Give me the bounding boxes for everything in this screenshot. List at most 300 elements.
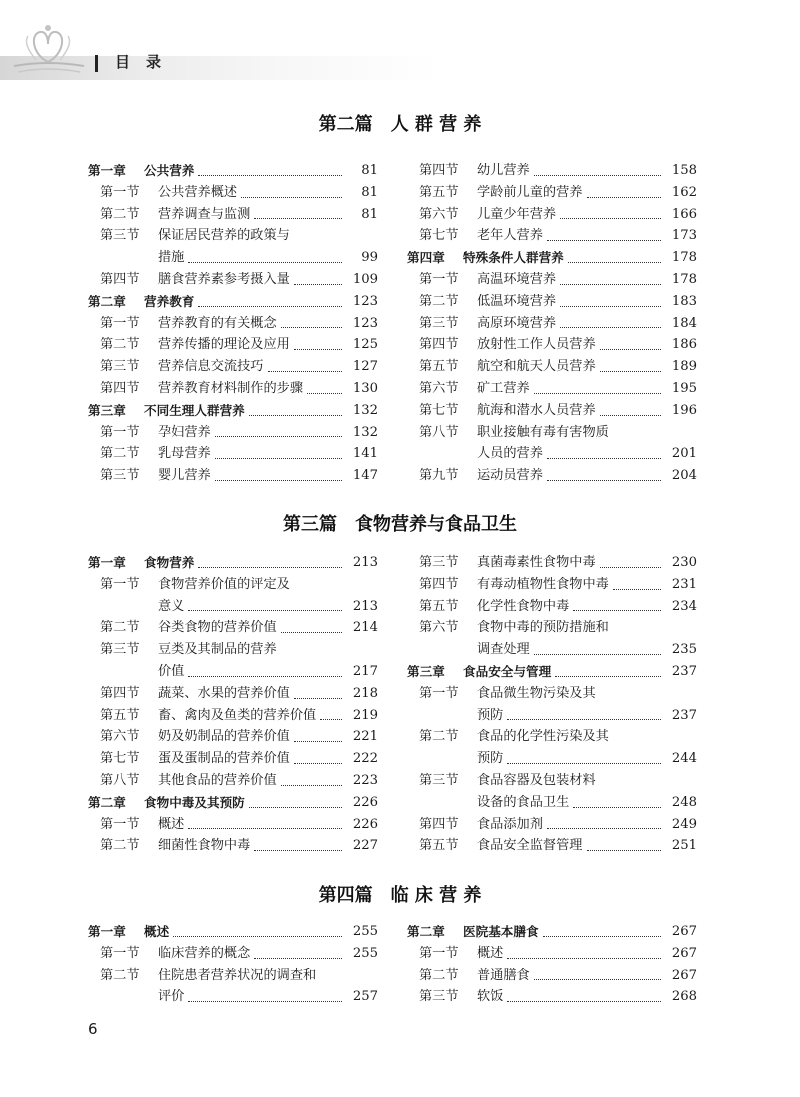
dot-leader bbox=[547, 465, 661, 481]
dot-leader bbox=[188, 814, 342, 830]
entry-label: 第一节 bbox=[100, 945, 140, 961]
dot-leader bbox=[281, 617, 342, 633]
entry-title: 儿童少年营养 bbox=[477, 206, 557, 222]
entry-title: 食品微生物污染及其 bbox=[477, 685, 596, 701]
entry-label: 第一节 bbox=[100, 816, 140, 832]
entry-label: 第六节 bbox=[100, 729, 140, 745]
entry-page-number: 217 bbox=[352, 663, 378, 679]
dot-leader bbox=[507, 748, 661, 764]
dot-leader bbox=[547, 225, 661, 241]
dot-leader bbox=[215, 443, 342, 459]
dot-leader bbox=[507, 705, 661, 721]
entry-label: 第一节 bbox=[100, 315, 140, 331]
toc-section-entry[interactable] bbox=[407, 965, 697, 987]
entry-title: 运动员营养 bbox=[477, 468, 543, 484]
entry-page-number: 237 bbox=[671, 707, 697, 723]
toc-section-entry[interactable] bbox=[88, 683, 378, 705]
entry-title: 老年人营养 bbox=[477, 228, 543, 244]
entry-label: 第一章 bbox=[88, 555, 126, 570]
header-divider bbox=[95, 55, 98, 72]
entry-title: 职业接触有毒有害物质 bbox=[477, 424, 609, 440]
toc-chapter-entry[interactable] bbox=[407, 921, 697, 943]
dot-leader bbox=[215, 465, 342, 481]
entry-label: 第三节 bbox=[419, 555, 459, 570]
toc-section-entry[interactable] bbox=[88, 422, 378, 444]
entry-label: 第二节 bbox=[100, 838, 140, 854]
entry-title: 医院基本膳食 bbox=[463, 924, 539, 939]
toc-section-entry[interactable] bbox=[407, 683, 697, 705]
entry-label: 第五节 bbox=[419, 359, 459, 375]
entry-label: 第四节 bbox=[100, 685, 140, 701]
page-number: 6 bbox=[88, 1020, 98, 1038]
entry-title: 公共营养 bbox=[144, 163, 195, 178]
entry-title: 营养教育的有关概念 bbox=[158, 315, 277, 331]
entry-page-number: 196 bbox=[671, 402, 697, 418]
toc-chapter-entry[interactable] bbox=[88, 291, 378, 313]
part-title: 第三篇 食物营养与食品卫生 bbox=[283, 514, 517, 535]
entry-label: 第一节 bbox=[419, 685, 459, 701]
dot-leader bbox=[215, 422, 342, 438]
entry-label: 第五节 bbox=[419, 598, 459, 614]
entry-page-number: 244 bbox=[671, 751, 697, 767]
entry-title: 食品的化学性污染及其 bbox=[477, 729, 609, 745]
entry-label: 第二节 bbox=[100, 967, 140, 983]
entry-title: 高原环境营养 bbox=[477, 315, 557, 331]
toc-section-entry[interactable] bbox=[407, 726, 697, 748]
dot-leader bbox=[173, 921, 342, 937]
toc-column-left bbox=[88, 160, 378, 487]
dot-leader bbox=[188, 247, 342, 263]
entry-label: 第二节 bbox=[419, 293, 459, 309]
toc-chapter-entry[interactable] bbox=[88, 160, 378, 182]
dot-leader bbox=[281, 770, 342, 786]
entry-title: 预防 bbox=[477, 751, 504, 767]
entry-label: 第一节 bbox=[100, 184, 140, 200]
entry-label: 第四节 bbox=[419, 337, 459, 353]
entry-label: 第一节 bbox=[100, 576, 140, 592]
dot-leader bbox=[573, 596, 661, 612]
entry-label: 第五节 bbox=[100, 707, 140, 723]
entry-title: 乳母营养 bbox=[158, 446, 211, 462]
toc-section-entry[interactable] bbox=[88, 965, 378, 987]
dot-leader bbox=[507, 943, 661, 959]
toc-section-entry[interactable] bbox=[407, 943, 697, 965]
toc-section-entry[interactable] bbox=[88, 835, 378, 857]
entry-title: 预防 bbox=[477, 707, 504, 723]
entry-label: 第七节 bbox=[100, 751, 140, 767]
dot-leader bbox=[249, 792, 342, 808]
entry-label: 第七节 bbox=[419, 402, 459, 418]
toc-column-right bbox=[407, 552, 697, 857]
toc-section-entry[interactable] bbox=[88, 465, 378, 487]
dot-leader bbox=[534, 965, 661, 981]
entry-label: 第三节 bbox=[419, 772, 459, 788]
entry-page-number: 81 bbox=[361, 184, 378, 200]
dot-leader bbox=[294, 334, 342, 350]
entry-label: 第六节 bbox=[419, 206, 459, 222]
entry-page-number: 234 bbox=[671, 598, 697, 614]
entry-page-number: 231 bbox=[671, 576, 697, 592]
dot-leader bbox=[613, 574, 661, 590]
toc-section-entry[interactable] bbox=[88, 661, 378, 683]
entry-label: 第二章 bbox=[88, 794, 126, 810]
entry-label: 第七节 bbox=[419, 228, 459, 244]
toc-section-entry[interactable] bbox=[88, 574, 378, 596]
entry-page-number: 173 bbox=[671, 228, 697, 244]
part-title: 第二篇 人 群 营 养 bbox=[318, 114, 482, 135]
entry-label: 第二节 bbox=[100, 337, 140, 353]
entry-title: 有毒动植物性食物中毒 bbox=[477, 576, 609, 592]
dot-leader bbox=[555, 661, 661, 677]
entry-title: 措施 bbox=[158, 250, 185, 266]
toc-section-entry[interactable] bbox=[407, 748, 697, 770]
entry-page-number: 222 bbox=[352, 751, 378, 767]
entry-title: 豆类及其制品的营养 bbox=[158, 642, 277, 658]
entry-label: 第三节 bbox=[100, 359, 140, 375]
entry-label: 第五节 bbox=[419, 184, 459, 200]
entry-title: 细菌性食物中毒 bbox=[158, 838, 251, 854]
entry-page-number: 214 bbox=[352, 620, 378, 636]
dot-leader bbox=[254, 204, 342, 220]
entry-page-number: 221 bbox=[352, 729, 378, 745]
entry-label: 第四节 bbox=[419, 576, 459, 592]
entry-page-number: 189 bbox=[671, 359, 697, 375]
entry-page-number: 147 bbox=[352, 468, 378, 484]
toc-section-entry[interactable] bbox=[407, 378, 697, 400]
dot-leader bbox=[188, 986, 342, 1002]
entry-label: 第二节 bbox=[419, 729, 459, 745]
toc-section-entry[interactable] bbox=[407, 617, 697, 639]
entry-title: 概述 bbox=[144, 924, 170, 939]
entry-title: 真菌毒素性食物中毒 bbox=[477, 555, 596, 570]
toc-section-entry[interactable] bbox=[88, 443, 378, 465]
toc-section-entry[interactable] bbox=[88, 378, 378, 400]
entry-title: 幼儿营养 bbox=[477, 163, 530, 178]
entry-label: 第一章 bbox=[88, 924, 126, 939]
entry-page-number: 226 bbox=[352, 816, 378, 832]
entry-page-number: 81 bbox=[361, 206, 378, 222]
entry-page-number: 132 bbox=[352, 424, 378, 440]
toc-section-entry[interactable] bbox=[88, 726, 378, 748]
entry-title: 食品安全监督管理 bbox=[477, 838, 583, 854]
dot-leader bbox=[600, 552, 661, 568]
dot-leader bbox=[534, 160, 661, 176]
entry-page-number: 125 bbox=[352, 337, 378, 353]
entry-label: 第二节 bbox=[100, 620, 140, 636]
entry-label: 第四节 bbox=[419, 816, 459, 832]
toc-section-entry[interactable] bbox=[407, 356, 697, 378]
dot-leader bbox=[294, 269, 342, 285]
entry-label: 第三节 bbox=[100, 642, 140, 658]
toc-chapter-entry[interactable] bbox=[407, 661, 697, 683]
entry-page-number: 248 bbox=[671, 794, 697, 810]
entry-page-number: 123 bbox=[352, 293, 378, 309]
toc-section-entry[interactable] bbox=[407, 204, 697, 226]
entry-page-number: 218 bbox=[352, 685, 378, 701]
entry-page-number: 257 bbox=[352, 989, 378, 1005]
entry-title: 特殊条件人群营养 bbox=[463, 250, 564, 266]
dot-leader bbox=[294, 683, 342, 699]
entry-title: 意义 bbox=[158, 598, 185, 614]
entry-label: 第六节 bbox=[419, 620, 459, 636]
entry-title: 营养教育材料制作的步骤 bbox=[158, 380, 304, 396]
entry-label: 第二章 bbox=[407, 924, 445, 939]
entry-title: 住院患者营养状况的调查和 bbox=[158, 967, 317, 983]
entry-title: 普通膳食 bbox=[477, 967, 530, 983]
toc-section-entry[interactable] bbox=[407, 705, 697, 727]
entry-label: 第五节 bbox=[419, 838, 459, 854]
entry-title: 航海和潜水人员营养 bbox=[477, 402, 596, 418]
entry-label: 第八节 bbox=[100, 772, 140, 788]
toc-section-entry[interactable] bbox=[88, 705, 378, 727]
toc-section-entry[interactable] bbox=[407, 986, 697, 1008]
toc-chapter-entry[interactable] bbox=[88, 921, 378, 943]
toc-chapter-entry[interactable] bbox=[88, 552, 378, 574]
entry-label: 第二节 bbox=[100, 206, 140, 222]
entry-page-number: 226 bbox=[352, 794, 378, 810]
entry-label: 第四节 bbox=[100, 380, 140, 396]
entry-label: 第二章 bbox=[88, 293, 126, 309]
toc-column-left bbox=[88, 552, 378, 857]
dot-leader bbox=[198, 291, 342, 307]
toc-column-right bbox=[407, 160, 697, 487]
dot-leader bbox=[241, 182, 342, 198]
dot-leader bbox=[547, 443, 661, 459]
toc-section-entry[interactable] bbox=[407, 291, 697, 313]
dot-leader bbox=[294, 726, 342, 742]
entry-title: 食物中毒及其预防 bbox=[144, 794, 245, 810]
entry-title: 食物营养价值的评定及 bbox=[158, 576, 290, 592]
toc-section-entry[interactable] bbox=[407, 465, 697, 487]
dot-leader bbox=[188, 596, 342, 612]
entry-title: 放射性工作人员营养 bbox=[477, 337, 596, 353]
entry-label: 第三章 bbox=[88, 402, 126, 418]
dot-leader bbox=[560, 291, 661, 307]
toc-section-entry[interactable] bbox=[407, 443, 697, 465]
entry-title: 营养教育 bbox=[144, 293, 195, 309]
entry-title: 营养调查与监测 bbox=[158, 206, 251, 222]
toc-section-entry[interactable] bbox=[88, 617, 378, 639]
entry-page-number: 268 bbox=[671, 989, 697, 1005]
entry-title: 调查处理 bbox=[477, 642, 530, 658]
toc-section-entry[interactable] bbox=[88, 225, 378, 247]
entry-title: 食品容器及包装材料 bbox=[477, 772, 596, 788]
entry-title: 食品安全与管理 bbox=[463, 663, 552, 679]
entry-page-number: 158 bbox=[671, 163, 697, 178]
entry-page-number: 99 bbox=[361, 250, 378, 266]
entry-label: 第三章 bbox=[407, 663, 445, 679]
dot-leader bbox=[560, 269, 661, 285]
entry-title: 人员的营养 bbox=[477, 446, 543, 462]
entry-title: 评价 bbox=[158, 989, 185, 1005]
entry-title: 奶及奶制品的营养价值 bbox=[158, 729, 290, 745]
entry-page-number: 178 bbox=[671, 250, 697, 266]
entry-page-number: 237 bbox=[671, 663, 697, 679]
toc-section-entry[interactable] bbox=[407, 422, 697, 444]
entry-label: 第三节 bbox=[100, 228, 140, 244]
entry-label: 第四章 bbox=[407, 250, 445, 266]
dot-leader bbox=[534, 639, 661, 655]
page-header bbox=[0, 0, 800, 80]
entry-page-number: 123 bbox=[352, 315, 378, 331]
entry-title: 保证居民营养的政策与 bbox=[158, 228, 290, 244]
entry-label: 第六节 bbox=[419, 380, 459, 396]
entry-label: 第二节 bbox=[419, 967, 459, 983]
entry-page-number: 162 bbox=[671, 184, 697, 200]
toc-section-entry[interactable] bbox=[88, 748, 378, 770]
dot-leader bbox=[600, 356, 661, 372]
entry-page-number: 127 bbox=[352, 359, 378, 375]
dot-leader bbox=[560, 204, 661, 220]
toc-section-entry[interactable] bbox=[88, 770, 378, 792]
entry-label: 第三节 bbox=[419, 989, 459, 1005]
entry-title: 航空和航天人员营养 bbox=[477, 359, 596, 375]
dot-leader bbox=[188, 661, 342, 677]
entry-page-number: 267 bbox=[671, 945, 697, 961]
entry-label: 第一章 bbox=[88, 163, 126, 178]
entry-title: 设备的食品卫生 bbox=[477, 794, 570, 810]
entry-title: 食品添加剂 bbox=[477, 816, 543, 832]
toc-section-entry[interactable] bbox=[407, 334, 697, 356]
entry-title: 食物中毒的预防措施和 bbox=[477, 620, 609, 636]
dot-leader bbox=[268, 356, 342, 372]
toc-column-right bbox=[407, 921, 697, 1008]
entry-page-number: 184 bbox=[671, 315, 697, 331]
dot-leader bbox=[534, 378, 661, 394]
entry-page-number: 195 bbox=[671, 380, 697, 396]
entry-page-number: 178 bbox=[671, 271, 697, 287]
toc-section-entry[interactable] bbox=[88, 247, 378, 269]
entry-label: 第三节 bbox=[419, 315, 459, 331]
entry-page-number: 132 bbox=[352, 402, 378, 418]
entry-page-number: 267 bbox=[671, 924, 697, 939]
entry-title: 价值 bbox=[158, 663, 185, 679]
toc-section-entry[interactable] bbox=[407, 225, 697, 247]
entry-label: 第八节 bbox=[419, 424, 459, 440]
entry-page-number: 249 bbox=[671, 816, 697, 832]
dot-leader bbox=[573, 792, 661, 808]
entry-label: 第一节 bbox=[419, 271, 459, 287]
entry-title: 概述 bbox=[158, 816, 185, 832]
entry-title: 营养传播的理论及应用 bbox=[158, 337, 290, 353]
entry-title: 婴儿营养 bbox=[158, 468, 211, 484]
entry-title: 公共营养概述 bbox=[158, 184, 238, 200]
toc-section-entry[interactable] bbox=[407, 182, 697, 204]
entry-page-number: 255 bbox=[352, 924, 378, 939]
entry-page-number: 141 bbox=[352, 446, 378, 462]
toc-section-entry[interactable] bbox=[407, 814, 697, 836]
toc-chapter-entry[interactable] bbox=[88, 400, 378, 422]
toc-section-entry[interactable] bbox=[407, 269, 697, 291]
entry-title: 孕妇营养 bbox=[158, 424, 211, 440]
toc-section-entry[interactable] bbox=[88, 269, 378, 291]
dot-leader bbox=[547, 814, 661, 830]
dot-leader bbox=[307, 378, 342, 394]
toc-section-entry[interactable] bbox=[88, 943, 378, 965]
entry-page-number: 227 bbox=[352, 838, 378, 854]
entry-page-number: 230 bbox=[671, 555, 697, 570]
toc-section-entry[interactable] bbox=[88, 356, 378, 378]
dot-leader bbox=[281, 313, 342, 329]
entry-page-number: 223 bbox=[352, 772, 378, 788]
entry-label: 第四节 bbox=[100, 271, 140, 287]
toc-section-entry[interactable] bbox=[407, 160, 697, 182]
entry-page-number: 204 bbox=[671, 468, 697, 484]
toc-section-entry[interactable] bbox=[407, 792, 697, 814]
entry-label: 第三节 bbox=[100, 468, 140, 484]
book-logo-icon bbox=[8, 22, 90, 82]
entry-page-number: 251 bbox=[671, 838, 697, 854]
toc-column-left bbox=[88, 921, 378, 1008]
entry-title: 其他食品的营养价值 bbox=[158, 772, 277, 788]
entry-title: 膳食营养素参考摄入量 bbox=[158, 271, 290, 287]
entry-title: 临床营养的概念 bbox=[158, 945, 251, 961]
toc-section-entry[interactable] bbox=[88, 182, 378, 204]
toc-section-entry[interactable] bbox=[407, 400, 697, 422]
entry-label: 第四节 bbox=[419, 163, 459, 178]
entry-page-number: 213 bbox=[352, 598, 378, 614]
toc-section-entry[interactable] bbox=[407, 770, 697, 792]
part-title: 第四篇 临 床 营 养 bbox=[318, 885, 482, 906]
entry-title: 蛋及蛋制品的营养价值 bbox=[158, 751, 290, 767]
entry-label: 第九节 bbox=[419, 468, 459, 484]
dot-leader bbox=[294, 748, 342, 764]
toc-section-entry[interactable] bbox=[88, 596, 378, 618]
dot-leader bbox=[568, 247, 661, 263]
entry-page-number: 186 bbox=[671, 337, 697, 353]
entry-page-number: 201 bbox=[671, 446, 697, 462]
toc-section-entry[interactable] bbox=[88, 639, 378, 661]
toc-section-entry[interactable] bbox=[407, 639, 697, 661]
entry-page-number: 109 bbox=[352, 271, 378, 287]
toc-section-entry[interactable] bbox=[407, 313, 697, 335]
toc-section-entry[interactable] bbox=[407, 552, 697, 574]
entry-title: 软饭 bbox=[477, 989, 504, 1005]
entry-label: 第一节 bbox=[100, 424, 140, 440]
entry-title: 畜、禽肉及鱼类的营养价值 bbox=[158, 707, 317, 723]
entry-page-number: 183 bbox=[671, 293, 697, 309]
toc-chapter-entry[interactable] bbox=[88, 792, 378, 814]
entry-title: 概述 bbox=[477, 945, 504, 961]
dot-leader bbox=[507, 986, 661, 1002]
toc-section-entry[interactable] bbox=[88, 204, 378, 226]
dot-leader bbox=[560, 313, 661, 329]
dot-leader bbox=[600, 400, 661, 416]
entry-page-number: 235 bbox=[671, 642, 697, 658]
entry-page-number: 81 bbox=[361, 163, 378, 178]
toc-section-entry[interactable] bbox=[407, 596, 697, 618]
dot-leader bbox=[587, 182, 661, 198]
toc-section-entry[interactable] bbox=[407, 835, 697, 857]
entry-title: 学龄前儿童的营养 bbox=[477, 184, 583, 200]
entry-page-number: 213 bbox=[352, 555, 378, 570]
entry-page-number: 267 bbox=[671, 967, 697, 983]
toc-section-entry[interactable] bbox=[88, 334, 378, 356]
toc-section-entry[interactable] bbox=[88, 986, 378, 1008]
entry-title: 谷类食物的营养价值 bbox=[158, 620, 277, 636]
dot-leader bbox=[587, 835, 661, 851]
dot-leader bbox=[254, 943, 342, 959]
toc-section-entry[interactable] bbox=[407, 574, 697, 596]
entry-title: 高温环境营养 bbox=[477, 271, 557, 287]
toc-section-entry[interactable] bbox=[88, 313, 378, 335]
header-title: 目录 bbox=[115, 53, 178, 71]
entry-title: 蔬菜、水果的营养价值 bbox=[158, 685, 290, 701]
toc-chapter-entry[interactable] bbox=[407, 247, 697, 269]
entry-page-number: 130 bbox=[352, 380, 378, 396]
toc-section-entry[interactable] bbox=[88, 814, 378, 836]
entry-page-number: 219 bbox=[352, 707, 378, 723]
